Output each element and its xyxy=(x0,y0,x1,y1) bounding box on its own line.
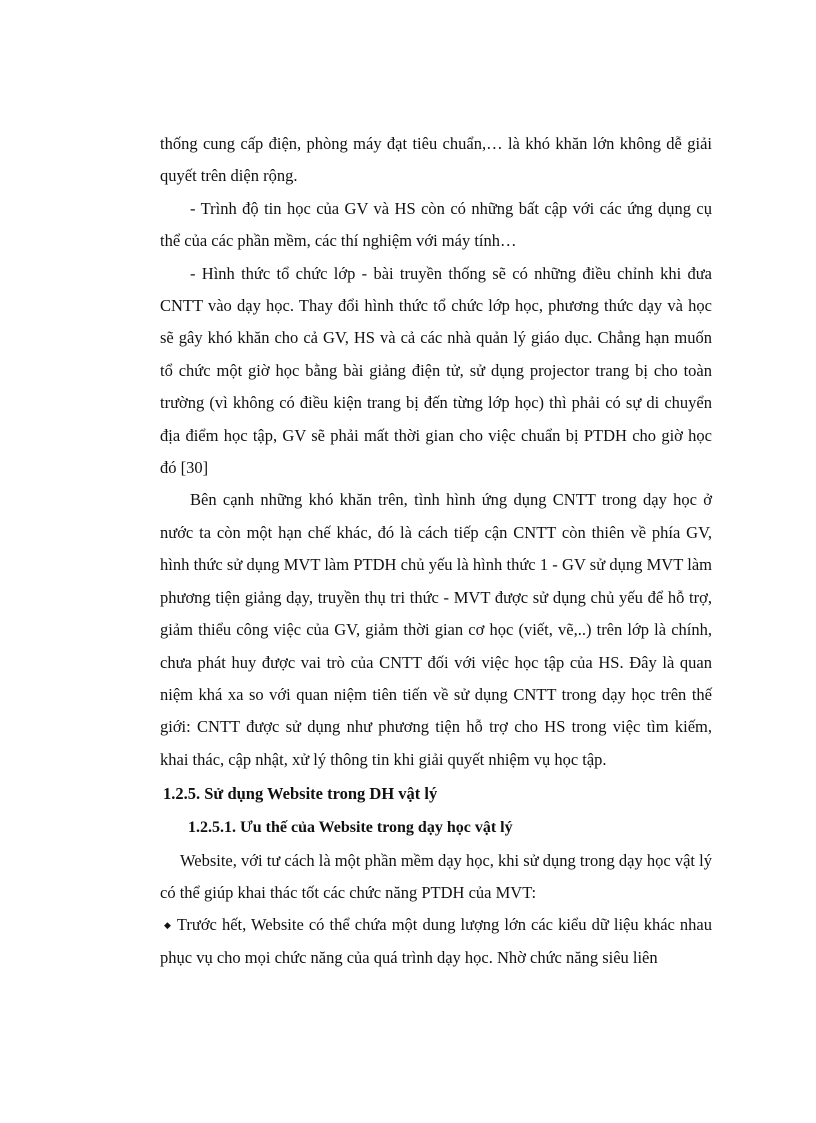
paragraph-it-skills: - Trình độ tin học của GV và HS còn có những bất cập với các ứng dụng cụ thể của các phần mềm, các thí nghiệm với máy tính… xyxy=(160,198,712,251)
bullet-text: Trước hết, Website có thể chứa một dung lượng lớn các kiểu dữ liệu khác nhau phục vụ cho mọi chức năng của quá trình dạy học. Nhờ chức năng siêu liên xyxy=(160,915,713,967)
diamond-bullet-icon: ◆ xyxy=(164,920,172,931)
document-page xyxy=(160,128,712,974)
subsection-heading: 1.2.5.1. Ưu thế của Website trong dạy học vật lý xyxy=(188,819,513,837)
bullet-paragraph xyxy=(160,909,712,974)
paragraph-limitations: Bên cạnh những khó khăn trên, tình hình ứng dụng CNTT trong dạy học ở nước ta còn một hạn chế khác, đó là cách tiếp cận CNTT còn thiên về phía GV, hình thức sử dụng MVT làm PTDH chủ yếu là hình thức 1 - GV sử dụng MVT làm phương tiện giảng dạy, truyền thụ tri thức - MVT được sử dụng chủ yếu để hỗ trợ, giảm thiểu công việc của GV, giảm thời gian cơ học (viết, vẽ,..) trên lớp là chính, chưa phát huy được vai trò của CNTT đối với việc học tập của HS. Đây là quan niệm khá xa so với quan niệm tiên tiến về sử dụng CNTT trong dạy học trên thế giới: CNTT được sử dụng như phương tiện hỗ trợ cho HS trong việc tìm kiếm, khai thác, cập nhật, xử lý thông tin khi giải quyết nhiệm vụ học tập. xyxy=(160,490,712,769)
paragraph-website-intro: Website, với tư cách là một phần mềm dạy học, khi sử dụng trong dạy học vật lý có thể giúp khai thác tốt các chức năng PTDH của MVT: xyxy=(160,850,712,902)
section-heading: 1.2.5. Sử dụng Website trong DH vật lý xyxy=(163,784,438,804)
paragraph-class-organization: - Hình thức tổ chức lớp - bài truyền thống sẽ có những điều chỉnh khi đưa CNTT vào dạy học. Thay đổi hình thức tổ chức lớp học, phương thức dạy và học sẽ gây khó khăn cho cả GV, HS và cả các nhà quản lý giáo dục. Chẳng hạn muốn tổ chức một giờ học bằng bài giảng điện tử, sử dụng projector trang bị cho toàn trường (vì không có điều kiện trang bị đến từng lớp học) thì phải có sự di chuyển địa điểm học tập, GV sẽ phải mất thời gian cho việc chuẩn bị PTDH cho giờ học đó [30] xyxy=(160,263,712,478)
paragraph-power-supply: thống cung cấp điện, phòng máy đạt tiêu chuẩn,… là khó khăn lớn không dễ giải quyết trên diện rộng. xyxy=(160,134,712,186)
